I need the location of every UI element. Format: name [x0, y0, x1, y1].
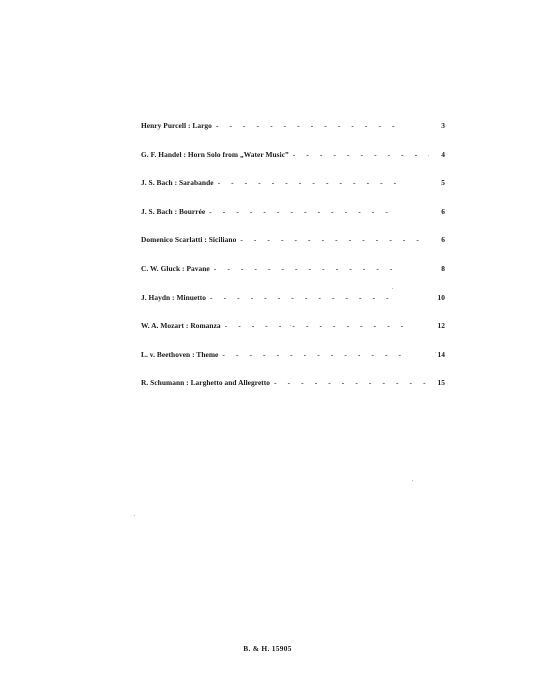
scan-speck: [412, 480, 413, 481]
toc-entry-page: 14: [437, 349, 445, 359]
scan-speck: [290, 325, 291, 326]
table-of-contents: [141, 120, 445, 406]
toc-dot-leader: [210, 292, 429, 304]
toc-dot-leader: [293, 149, 429, 161]
toc-dot-leader: [216, 120, 429, 132]
toc-entry-haydn-minuetto: [141, 292, 445, 321]
toc-entry-title: Domenico Scarlatti : Siciliano: [141, 235, 237, 245]
toc-entry-page: 10: [437, 292, 445, 302]
toc-entry-purcell-largo: [141, 120, 445, 149]
toc-entry-beethoven-theme: [141, 349, 445, 378]
toc-entry-page: 6: [441, 206, 445, 216]
publisher-plate-number: B. & H. 15905: [243, 644, 292, 653]
toc-entry-page: 15: [437, 378, 445, 388]
toc-entry-bach-bourree: [141, 206, 445, 235]
toc-entry-page: 12: [437, 321, 445, 331]
scan-speck: [435, 352, 436, 353]
toc-entry-page: 3: [441, 121, 445, 130]
toc-entry-title: R. Schumann : Larghetto and Allegretto: [141, 378, 271, 388]
toc-dot-leader: [209, 206, 429, 218]
toc-entry-mozart-romanza: [141, 320, 445, 349]
toc-entry-title: C. W. Gluck : Pavane: [141, 263, 210, 273]
toc-entry-page: 5: [441, 178, 445, 188]
toc-entry-title: W. A. Mozart : Romanza: [141, 321, 221, 331]
scan-speck: [392, 288, 393, 289]
toc-dot-leader: [214, 263, 429, 275]
toc-entry-title: G. F. Handel : Horn Solo from „Water Music”: [141, 149, 289, 159]
toc-entry-bach-sarabande: [141, 177, 445, 206]
toc-dot-leader: [274, 377, 429, 389]
toc-entry-handel-horn-solo: [141, 149, 445, 178]
toc-entry-title: J. S. Bach : Bourrée: [141, 206, 206, 216]
toc-entry-title: J. S. Bach : Sarabande: [141, 178, 214, 188]
toc-entry-schumann-larghetto: [141, 377, 445, 406]
toc-entry-gluck-pavane: [141, 263, 445, 292]
toc-entry-page: 6: [441, 235, 445, 245]
toc-entry-title: J. Haydn : Minuetto: [141, 292, 207, 302]
toc-dot-leader: [240, 234, 429, 246]
toc-entry-title: L. v. Beethoven : Theme: [141, 349, 219, 359]
toc-entry-page: 4: [441, 149, 445, 159]
toc-entry-title: Henry Purcell : Largo: [141, 121, 212, 130]
toc-entry-scarlatti-siciliano: [141, 234, 445, 263]
toc-dot-leader: [222, 349, 429, 361]
toc-dot-leader: [225, 320, 429, 332]
toc-dot-leader: [218, 177, 429, 189]
scan-speck: [134, 515, 135, 516]
toc-entry-page: 8: [441, 263, 445, 273]
